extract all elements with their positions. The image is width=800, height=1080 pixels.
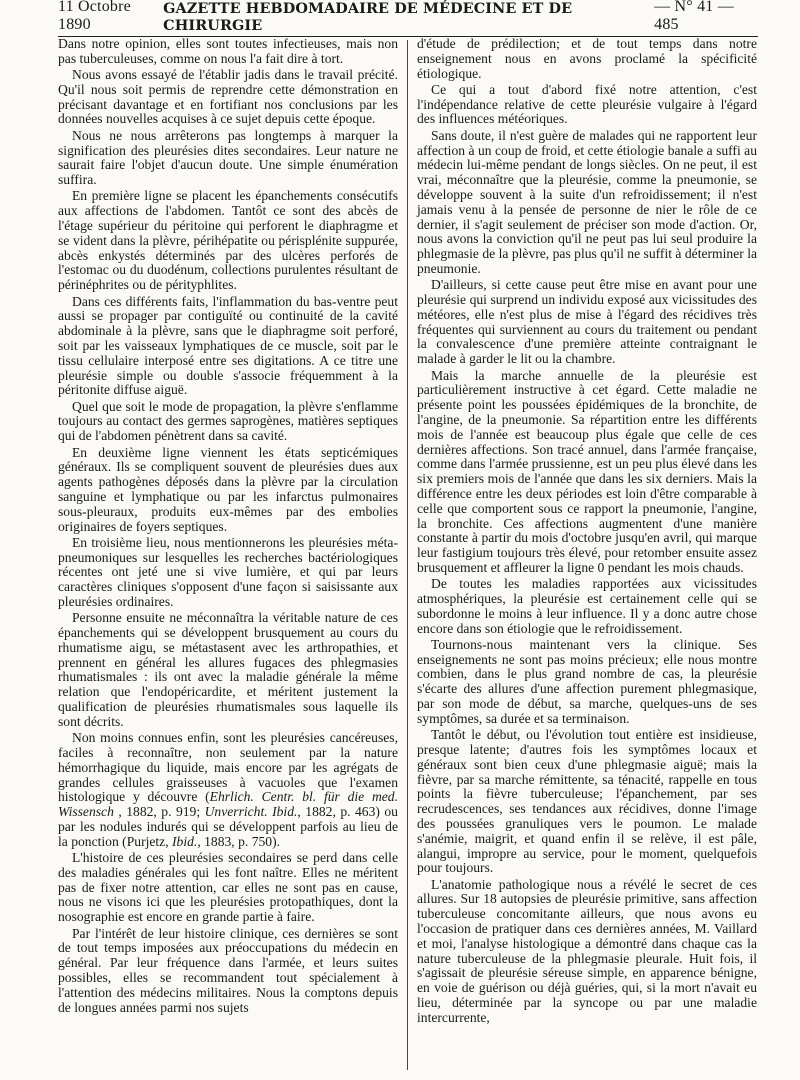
paragraph: Nous ne nous arrêterons pas longtemps à marquer la signification des pleurésies dites secondaires. Leur nature ne saurait faire l'objet d'aucun doute. Une simple énumération suffira. (58, 127, 398, 188)
citation: Ibid. (172, 833, 198, 849)
citation: Unverricht. Ibid. (204, 804, 298, 820)
text-run: , 1883, p. 750). (197, 833, 281, 849)
citation: Ehrlich. Centr. bl. für die med. Wissensch (58, 789, 399, 820)
text-run: , 1882, p. 919; (113, 804, 205, 820)
right-column (417, 37, 757, 1027)
header-issue-page: — N° 41 — 485 (654, 0, 734, 33)
paragraph: Mais la marche annuelle de la pleurésie est particulièrement instructive à cet égard. Cette maladie ne présente point les poussées épidémiques de la bronchite, de l'angine, de la pneumonie. Sa répartition entre les différents mois de l'année est beaucoup plus égale que celle de ces dernières affections. Son tracé annuel, dans l'armée française, comme dans l'armée prussienne, est un peu plus élevé dans les six premiers mois de l'année que dans les six derniers. Mais la différence entre les deux périodes est loin d'être comparable à celle que comportent sous ce rapport la pneumonie, l'angine, la bronchite. Ces affections augmentent d'une manière constante à partir du mois d'octobre jusqu'en avril, qui marque leur fastigium toujours très élevé, pour retomber ensuite assez brusquement et affleurer la ligne 0 pendant les mois chauds. (417, 367, 757, 575)
running-header (58, 0, 758, 34)
paragraph: Par l'intérêt de leur histoire clinique, ces dernières se sont de tout temps imposées aux préoccupations du médecin en général. Par leur fréquence dans l'armée, et leurs suites possibles, elles se recommandent tout spécialement à l'attention des médecins militaires. Nous la comptons depuis de longues années parmi nos sujets (58, 925, 398, 1015)
paragraph: D'ailleurs, si cette cause peut être mise en avant pour une pleurésie qui surprend un individu exposé aux vicissitudes des météores, elle n'est plus de mise à l'égard des récidives très fréquentes qui surviennent au cours du traitement ou pendant la convalescence d'une première atteinte contraignant le malade à garder le lit ou la chambre. (417, 277, 757, 367)
text-run: Non moins connues enfin, sont les pleurésies cancéreuses, faciles à reconnaître, non seulement par la nature hémorrhagique du liquide, mais encore par les agrégats de grandes cellules graisseuses à vacuoles que l'examen histologique y découvre ( (58, 730, 398, 805)
paragraph: En première ligne se placent les épanchements consécutifs aux affections de l'abdomen. Tantôt ce sont des abcès de l'étage supérieur du péritoine qui perforent le diaphragme et se vident dans la plèvre, périhépatite ou périsplénite suppurée, abcès enkystés déterminés par des ulcères perforés de l'estomac ou du duodénum, collections purulentes résultant de périnéphrites ou de pérityphlites. (58, 188, 398, 293)
paragraph: Dans ces différents faits, l'inflammation du bas-ventre peut aussi se propager par contiguïté ou continuité de la cavité abdominale à la plèvre, sans que le diaphragme soit perforé, soit par les vaisseaux lymphatiques de ce muscle, soit par le tissu cellulaire interposé entre ses digitations. A ce titre une pleurésie simple ou double s'associe fréquemment à la péritonite diffuse aiguë. (58, 293, 398, 398)
paragraph: Quel que soit le mode de propagation, la plèvre s'enflamme toujours au contact des germes saprogènes, matières septiques qui de l'abdomen pénètrent dans sa cavité. (58, 398, 398, 444)
paragraph: De toutes les maladies rapportées aux vicissitudes atmosphériques, la pleurésie est certainement celle qui se subordonne le moins à leur influence. Il y a donc autre chose encore dans son étiologie que le refroidissement. (417, 576, 757, 636)
paragraph: L'anatomie pathologique nous a révélé le secret de ces allures. Sur 18 autopsies de pleurésie primitive, sans affection tuberculeuse concomitante ailleurs, que nous avons eu l'occasion de pratiquer dans ces dernières années, M. Vaillard et moi, l'analyse histologique a démontré dans chaque cas la nature tuberculeuse de la phlegmasie pleurale. Huit fois, il s'agissait de pleurésie séreuse simple, en apparence bénigne, en voie de guérison ou déjà guéries, qui, si la mort n'avait eu lieu, déterminée par la syncope ou par une maladie intercurrente, (417, 876, 757, 1025)
paragraph: En deuxième ligne viennent les états septicémiques généraux. Ils se compliquent souvent de pleurésies dues aux agents pathogènes déposés dans la plèvre par la circulation sanguine et lymphatique ou par les infarctus pulmonaires sous-pleuraux, produits eux-mêmes par des embolies originaires de foyers septiques. (58, 444, 398, 534)
text-run: , 1882, p. 463) ou par les nodules indurés qui se développent parfois au lieu de la ponction (Purjetz, (58, 804, 398, 849)
paragraph-citations (58, 731, 398, 849)
paragraph: Personne ensuite ne méconnaîtra la véritable nature de ces épanchements qui se développent brusquement au cours du rhumatisme aigu, se métastasent avec les arthropathies, et prennent en général les allures fugaces des phlegmasies rhumatismales : ils ont avec la maladie générale la même relation que l'endopéricardite, et méritent justement la qualification de pleurésies rhumatismales sous laquelle ils sont décrits. (58, 610, 398, 729)
paragraph: L'histoire de ces pleurésies secondaires se perd dans celle des maladies générales qui les font naître. Elles ne méritent pas de fixer notre attention, car elles ne sont pas en cause, nous ne visons ici que les pleurésies protopathiques, dont la nosographie est encore en grande partie à faire. (58, 850, 398, 925)
paragraph: Tournons-nous maintenant vers la clinique. Ses enseignements ne sont pas moins précieux; elle nous montre combien, dans le plus grand nombre de cas, la pleurésie s'écarte des allures d'une affection purement phlegmasique, par son mode de début, sa marche, quelques-uns de ses symptômes, sa durée et sa terminaison. (417, 636, 757, 726)
header-date: 11 Octobre 1890 (58, 0, 131, 33)
left-column (58, 37, 398, 1017)
paragraph: Nous avons essayé de l'établir jadis dans le travail précité. Qu'il nous soit permis de reprendre cette démonstration en précisant davantage et en fortifiant nos conclusions par les données nouvelles acquises à ce sujet depuis cette époque. (58, 67, 398, 127)
paragraph: d'étude de prédilection; et de tout temps dans notre enseignement nous en avons proclamé la spécificité étiologique. (417, 36, 757, 81)
column-divider (407, 40, 408, 1070)
paragraph: Tantôt le début, ou l'évolution tout entière est insidieuse, presque latente; d'autres fois les symptômes locaux et généraux sont bien ceux d'une phlegmasie aiguë; mais la fièvre, par sa marche rémittente, sa ténacité, rappelle en tous points la fièvre tuberculeuse; l'épanchement, par ses recrudescences, ses tendances aux récidives, donne l'image des poussées granuliques vers le poumon. Le malade s'anémie, maigrit, et quand enfin il se relève, il est pâle, alangui, impropre au service, pour le moment, quelquefois pour toujours. (417, 727, 757, 876)
paragraph: En troisième lieu, nous mentionnerons les pleurésies méta-pneumoniques sur lesquelles les recherches bactériologiques récentes ont jeté une si vive lumière, et qui par leurs caractères cliniques s'opposent d'une façon si saisissante aux pleurésies ordinaires. (58, 534, 398, 609)
paragraph: Dans notre opinion, elles sont toutes infectieuses, mais non pas tuberculeuses, comme on nous l'a fait dire à tort. (58, 36, 398, 66)
paragraph: Sans doute, il n'est guère de malades qui ne rapportent leur affection à un coup de froid, et cette étiologie banale a suffi au médecin lui-même pendant de longs siècles. On ne peut, il est vrai, méconnaître que la pleurésie, comme la pneumonie, se développe souvent à la suite d'un refroidissement; il n'est jamais venu à la pensée de personne de nier le rôle de ce dernier, il s'agit seulement de préciser son mode d'action. Or, nous avons la conviction qu'il ne peut pas lui seul produire la phlegmasie de la plèvre, pas plus qu'il ne suffit à déterminer la pneumonie. (417, 127, 757, 276)
header-journal-title: GAZETTE HEBDOMADAIRE DE MÉDECINE ET DE CHIRURGIE (163, 0, 573, 34)
paragraph: Ce qui a tout d'abord fixé notre attention, c'est l'indépendance relative de cette pleurésie vulgaire à l'égard des influences météoriques. (417, 81, 757, 127)
